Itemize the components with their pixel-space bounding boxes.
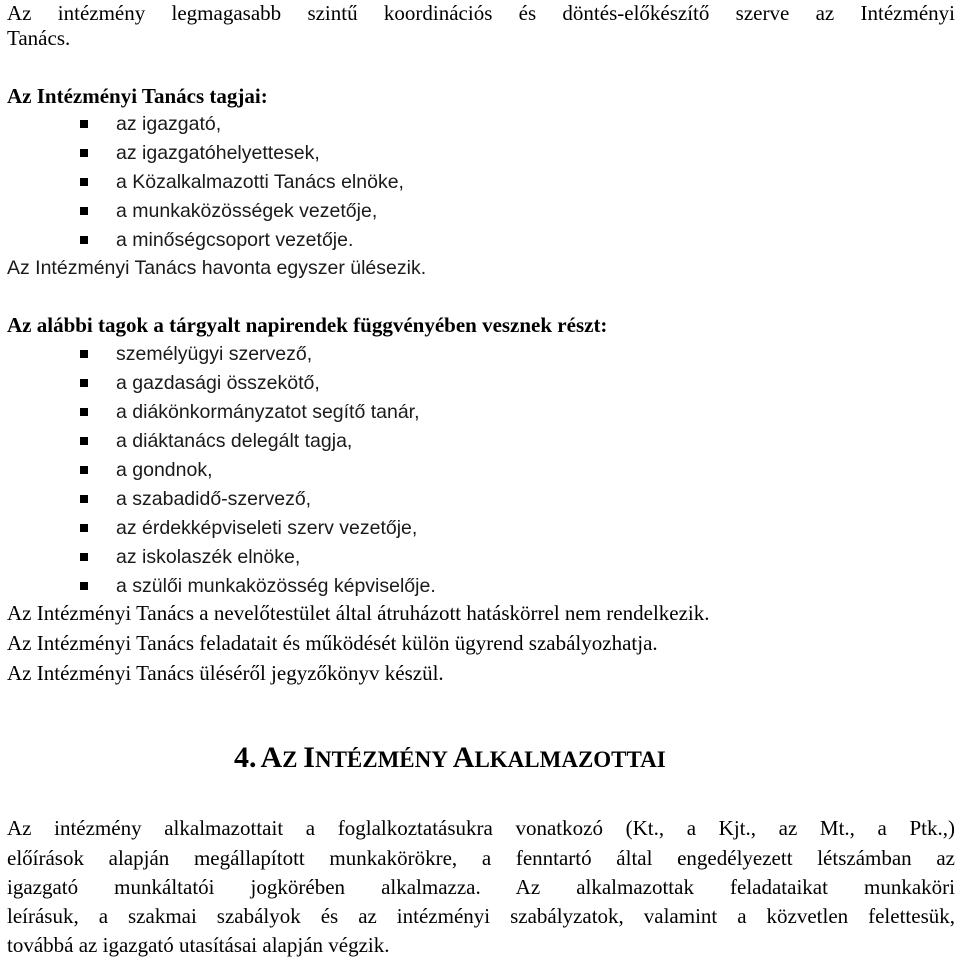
bullet-square-icon	[80, 379, 88, 387]
bullet-square-icon	[80, 120, 88, 128]
section-paragraph-line-4: leírásuk, a szakmai szabályok és az intézményi szabályzatok, valamint a közvetlen felettesük,	[7, 904, 955, 928]
bullet-square-icon	[80, 408, 88, 416]
intro-line-2: Tanács.	[7, 26, 71, 50]
bullet-square-icon	[80, 582, 88, 590]
section-paragraph-line-5: továbbá az igazgató utasításai alapján végzik.	[7, 933, 390, 957]
bullet-square-icon	[80, 350, 88, 358]
section-paragraph-line-3: igazgató munkáltatói jogkörében alkalmazza. Az alkalmazottak feladataikat munkaköri	[7, 875, 955, 899]
bullet-square-icon	[80, 524, 88, 532]
bullet-square-icon	[80, 207, 88, 215]
bullet-square-icon	[80, 495, 88, 503]
members-meeting-note: Az Intézményi Tanács havonta egyszer ülésezik.	[7, 257, 427, 279]
intro-line-1: Az intézmény legmagasabb szintű koordinációs és döntés-előkészítő szerve az Intézményi	[7, 1, 955, 25]
members-heading: Az Intézményi Tanács tagjai:	[7, 84, 268, 108]
bullet-square-icon	[80, 553, 88, 561]
section-number: 4.	[234, 741, 257, 774]
participants-note-3: Az Intézményi Tanács üléséről jegyzőkönyv készül.	[7, 661, 444, 685]
section-heading: 4. AZ INTÉZMÉNY ALKALMAZOTTAI	[234, 741, 666, 774]
bullet-square-icon	[80, 466, 88, 474]
section-paragraph-line-1: Az intézmény alkalmazottait a foglalkoztatásukra vonatkozó (Kt., a Kjt., az Mt., a Ptk.,)	[7, 816, 955, 840]
bullet-square-icon	[80, 149, 88, 157]
bullet-square-icon	[80, 236, 88, 244]
bullet-square-icon	[80, 437, 88, 445]
section-paragraph-line-2: előírások alapján megállapított munkakörökre, a fenntartó által engedélyezett létszámban az	[7, 846, 955, 870]
participants-note-2: Az Intézményi Tanács feladatait és működését külön ügyrend szabályozhatja.	[7, 631, 658, 655]
participants-note-1: Az Intézményi Tanács a nevelőtestület által átruházott hatáskörrel nem rendelkezik.	[7, 601, 710, 625]
bullet-square-icon	[80, 178, 88, 186]
participants-heading: Az alábbi tagok a tárgyalt napirendek függvényében vesznek részt:	[7, 313, 608, 337]
